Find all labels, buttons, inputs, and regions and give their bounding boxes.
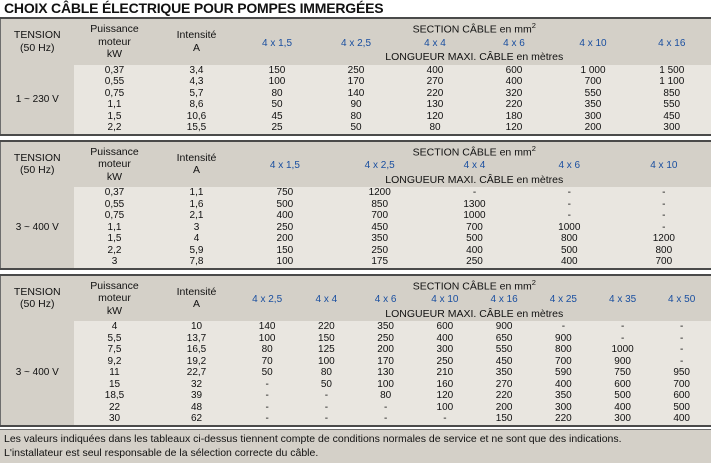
cell-max-length: 400	[593, 402, 652, 414]
cell-current-a: 4,3	[156, 76, 238, 88]
cell-max-length: 800	[534, 344, 593, 356]
cell-max-length: 200	[475, 402, 534, 414]
cell-current-a: 39	[156, 390, 238, 402]
table-row	[1, 88, 711, 100]
cell-max-length: 400	[652, 413, 711, 426]
cell-current-a: 7,8	[156, 256, 238, 269]
table-row	[1, 344, 711, 356]
cell-current-a: 5,7	[156, 88, 238, 100]
cell-max-length: 130	[356, 367, 415, 379]
cell-power-kw: 0,75	[74, 210, 156, 222]
cell-current-a: 5,9	[156, 245, 238, 257]
cell-max-length: 160	[415, 379, 474, 391]
cell-max-length: 170	[356, 356, 415, 368]
cell-max-length: 350	[475, 367, 534, 379]
header-cable-section: 4 x 2,5	[238, 293, 297, 307]
cell-current-a: 15,5	[156, 122, 238, 135]
cell-max-length: 1 100	[633, 76, 711, 88]
cell-max-length: 1300	[427, 199, 522, 211]
header-intensite: Intensité A	[156, 275, 238, 322]
cell-max-length: -	[522, 210, 617, 222]
cell-max-length: 120	[475, 122, 554, 135]
header-puissance-moteur: Puissance moteur kW	[74, 275, 156, 322]
cell-power-kw: 22	[74, 402, 156, 414]
cell-max-length: 400	[415, 333, 474, 345]
cell-max-length: 300	[593, 413, 652, 426]
cell-max-length: 450	[633, 111, 711, 123]
cell-current-a: 1,6	[156, 199, 238, 211]
cell-max-length: 220	[534, 413, 593, 426]
cell-max-length: 200	[356, 344, 415, 356]
cell-current-a: 8,6	[156, 99, 238, 111]
cell-max-length: 130	[396, 99, 475, 111]
cell-max-length: 700	[332, 210, 427, 222]
header-tension	[1, 18, 74, 65]
cell-current-a: 4	[156, 233, 238, 245]
cell-max-length: 950	[652, 367, 711, 379]
cell-max-length: -	[617, 199, 711, 211]
cell-max-length: -	[617, 222, 711, 234]
cell-max-length: 600	[652, 390, 711, 402]
header-puissance-moteur: Puissance moteur kW	[74, 18, 156, 65]
cell-max-length: 200	[238, 233, 333, 245]
cell-max-length: -	[652, 321, 711, 333]
cell-max-length: 220	[475, 99, 554, 111]
cell-current-a: 48	[156, 402, 238, 414]
cell-max-length: 300	[554, 111, 633, 123]
header-cable-section: 4 x 1,5	[238, 37, 317, 51]
header-cable-section: 4 x 25	[534, 293, 593, 307]
page-title: CHOIX CÂBLE ÉLECTRIQUE POUR POMPES IMMERGÉES	[0, 0, 711, 17]
header-cable-section: 4 x 2,5	[317, 37, 396, 51]
header-puissance-moteur: Puissance moteur kW	[74, 141, 156, 188]
cell-max-length: -	[238, 402, 297, 414]
cell-current-a: 2,1	[156, 210, 238, 222]
header-section-cable: SECTION CÂBLE en $mm^2$	[238, 141, 711, 160]
cell-power-kw: 1,1	[74, 222, 156, 234]
cell-max-length: 100	[238, 333, 297, 345]
cell-max-length: -	[238, 390, 297, 402]
cell-power-kw: 0,55	[74, 199, 156, 211]
cell-max-length: 220	[396, 88, 475, 100]
cell-current-a: 22,7	[156, 367, 238, 379]
cell-voltage: 3 ~ 400 V	[1, 187, 74, 269]
cell-max-length: -	[356, 413, 415, 426]
header-section-cable: SECTION CÂBLE en $mm^2$	[238, 275, 711, 294]
cell-max-length: 120	[396, 111, 475, 123]
cell-max-length: 80	[238, 88, 317, 100]
cell-power-kw: 0,75	[74, 88, 156, 100]
header-section-unit-exponent: 2	[532, 144, 536, 153]
header-tension	[1, 275, 74, 322]
cell-max-length: 400	[534, 379, 593, 391]
cell-max-length: -	[652, 333, 711, 345]
cell-max-length: 1 000	[554, 65, 633, 77]
table-row	[1, 321, 711, 333]
header-longueur-maxi: LONGUEUR MAXI. CÂBLE en mètres	[238, 307, 711, 321]
cell-current-a: 62	[156, 413, 238, 426]
cell-max-length: 400	[475, 76, 554, 88]
table-row	[1, 99, 711, 111]
cell-max-length: -	[522, 187, 617, 199]
cell-max-length: 45	[238, 111, 317, 123]
header-section-unit-exponent: 2	[532, 21, 536, 30]
cell-max-length: 550	[554, 88, 633, 100]
cell-max-length: -	[652, 356, 711, 368]
table-row	[1, 122, 711, 135]
cell-current-a: 10,6	[156, 111, 238, 123]
cell-max-length: 210	[415, 367, 474, 379]
table-row	[1, 356, 711, 368]
table-row	[1, 379, 711, 391]
cell-max-length: 200	[554, 122, 633, 135]
cell-max-length: 400	[522, 256, 617, 269]
header-tension-label: TENSION	[1, 29, 74, 42]
cell-current-a: 10	[156, 321, 238, 333]
cell-max-length: 550	[633, 99, 711, 111]
header-longueur-maxi: LONGUEUR MAXI. CÂBLE en mètres	[238, 173, 711, 187]
table-row	[1, 76, 711, 88]
cell-voltage: 3 ~ 400 V	[1, 321, 74, 426]
cell-power-kw: 18,5	[74, 390, 156, 402]
cell-max-length: 300	[415, 344, 474, 356]
table-row	[1, 222, 711, 234]
header-row-primary	[1, 275, 711, 294]
cell-max-length: 750	[238, 187, 333, 199]
cell-max-length: 140	[317, 88, 396, 100]
cell-power-kw: 3	[74, 256, 156, 269]
cell-max-length: 250	[415, 356, 474, 368]
cell-power-kw: 1,5	[74, 233, 156, 245]
cell-max-length: 1200	[332, 187, 427, 199]
cell-power-kw: 1,1	[74, 99, 156, 111]
cell-max-length: 80	[356, 390, 415, 402]
cell-current-a: 3,4	[156, 65, 238, 77]
cell-max-length: -	[297, 413, 356, 426]
table-row	[1, 390, 711, 402]
cell-current-a: 13,7	[156, 333, 238, 345]
cell-max-length: 600	[415, 321, 474, 333]
table-230v	[0, 17, 711, 136]
cell-max-length: 50	[297, 379, 356, 391]
table-row	[1, 210, 711, 222]
table-400v-small	[0, 140, 711, 270]
cell-max-length: -	[415, 413, 474, 426]
header-cable-section: 4 x 4	[297, 293, 356, 307]
cell-max-length: 80	[317, 111, 396, 123]
cell-max-length: 170	[317, 76, 396, 88]
cell-power-kw: 0,55	[74, 76, 156, 88]
cell-max-length: 700	[554, 76, 633, 88]
header-tension	[1, 141, 74, 188]
cell-power-kw: 15	[74, 379, 156, 391]
cell-max-length: 900	[593, 356, 652, 368]
cell-max-length: 450	[332, 222, 427, 234]
cell-voltage: 1 ~ 230 V	[1, 65, 74, 135]
cell-max-length: 100	[238, 76, 317, 88]
cell-max-length: 250	[356, 333, 415, 345]
cell-max-length: 80	[238, 344, 297, 356]
cell-max-length: -	[593, 333, 652, 345]
cell-max-length: -	[356, 402, 415, 414]
cell-max-length: 1 500	[633, 65, 711, 77]
table-row	[1, 65, 711, 77]
cell-power-kw: 30	[74, 413, 156, 426]
cell-max-length: 125	[297, 344, 356, 356]
cell-max-length: 100	[238, 256, 333, 269]
cell-max-length: 220	[297, 321, 356, 333]
header-cable-section: 4 x 50	[652, 293, 711, 307]
cell-power-kw: 2,2	[74, 245, 156, 257]
cell-max-length: 500	[238, 199, 333, 211]
header-row-primary	[1, 141, 711, 160]
cell-max-length: 500	[522, 245, 617, 257]
cell-max-length: -	[652, 344, 711, 356]
header-cable-section: 4 x 6	[475, 37, 554, 51]
tables-container	[0, 17, 711, 427]
header-intensite: Intensité A	[156, 18, 238, 65]
cell-max-length: 550	[475, 344, 534, 356]
cell-max-length: 300	[633, 122, 711, 135]
cell-max-length: 50	[238, 99, 317, 111]
cell-power-kw: 7,5	[74, 344, 156, 356]
cell-max-length: -	[427, 187, 522, 199]
cell-max-length: 1000	[427, 210, 522, 222]
cell-max-length: 250	[332, 245, 427, 257]
cell-max-length: 140	[238, 321, 297, 333]
table-row	[1, 245, 711, 257]
cell-max-length: 175	[332, 256, 427, 269]
cell-power-kw: 4	[74, 321, 156, 333]
cell-max-length: -	[297, 402, 356, 414]
cell-max-length: 270	[475, 379, 534, 391]
cell-power-kw: 0,37	[74, 187, 156, 199]
cell-max-length: 320	[475, 88, 554, 100]
cell-max-length: 80	[396, 122, 475, 135]
footnote	[0, 429, 711, 463]
table-row	[1, 402, 711, 414]
table-row	[1, 111, 711, 123]
table-row	[1, 256, 711, 269]
cell-max-length: 450	[475, 356, 534, 368]
header-cable-section: 4 x 10	[554, 37, 633, 51]
cell-max-length: 300	[534, 402, 593, 414]
cell-max-length: 90	[317, 99, 396, 111]
cell-max-length: 50	[238, 367, 297, 379]
header-cable-section: 4 x 16	[475, 293, 534, 307]
cell-max-length: 500	[652, 402, 711, 414]
table-row	[1, 333, 711, 345]
cell-max-length: 590	[534, 367, 593, 379]
cell-max-length: 750	[593, 367, 652, 379]
header-section-cable: SECTION CÂBLE en $mm^2$	[238, 18, 711, 37]
cell-max-length: 350	[356, 321, 415, 333]
table-row	[1, 199, 711, 211]
table-400v-large	[0, 274, 711, 427]
cell-max-length: 850	[633, 88, 711, 100]
cell-max-length: 700	[652, 379, 711, 391]
cell-max-length: 350	[554, 99, 633, 111]
cell-max-length: -	[297, 390, 356, 402]
cell-max-length: 1200	[617, 233, 711, 245]
cell-max-length: 270	[396, 76, 475, 88]
cell-max-length: 900	[534, 333, 593, 345]
cell-max-length: 100	[415, 402, 474, 414]
table-row	[1, 233, 711, 245]
footnote-line-2: L'installateur est seul responsable de la sélection correcte du câble.	[4, 446, 711, 460]
cell-max-length: 120	[415, 390, 474, 402]
cell-current-a: 19,2	[156, 356, 238, 368]
cell-max-length: 400	[427, 245, 522, 257]
cell-max-length: 150	[238, 65, 317, 77]
cell-power-kw: 0,37	[74, 65, 156, 77]
cell-max-length: 850	[332, 199, 427, 211]
cell-max-length: 25	[238, 122, 317, 135]
cell-max-length: 600	[475, 65, 554, 77]
cell-power-kw: 9,2	[74, 356, 156, 368]
header-tension-label: TENSION	[1, 152, 74, 165]
cell-max-length: 350	[332, 233, 427, 245]
header-longueur-maxi: LONGUEUR MAXI. CÂBLE en mètres	[238, 51, 711, 65]
header-cable-section: 4 x 1,5	[238, 159, 333, 173]
cell-max-length: 800	[617, 245, 711, 257]
header-section-unit-exponent: 2	[532, 278, 536, 287]
cell-max-length: -	[593, 321, 652, 333]
cell-power-kw: 1,5	[74, 111, 156, 123]
cell-max-length: 400	[238, 210, 333, 222]
cell-max-length: -	[522, 199, 617, 211]
cell-max-length: -	[617, 187, 711, 199]
table-row	[1, 413, 711, 426]
cell-max-length: 180	[475, 111, 554, 123]
footnote-line-1: Les valeurs indiquées dans les tableaux ci-dessus tiennent compte de conditions normales de service et ne sont que des indications.	[4, 432, 711, 446]
cell-max-length: 700	[617, 256, 711, 269]
header-cable-section: 4 x 10	[415, 293, 474, 307]
header-tension-frequency: (50 Hz)	[1, 42, 74, 55]
cell-max-length: 70	[238, 356, 297, 368]
cell-max-length: -	[238, 379, 297, 391]
cell-max-length: 900	[475, 321, 534, 333]
cell-max-length: 650	[475, 333, 534, 345]
cell-max-length: -	[238, 413, 297, 426]
cell-power-kw: 5,5	[74, 333, 156, 345]
header-intensite: Intensité A	[156, 141, 238, 188]
cell-max-length: 700	[534, 356, 593, 368]
header-cable-section: 4 x 35	[593, 293, 652, 307]
cell-current-a: 16,5	[156, 344, 238, 356]
header-cable-section: 4 x 16	[633, 37, 711, 51]
cell-max-length: 250	[317, 65, 396, 77]
cell-max-length: -	[534, 321, 593, 333]
cell-max-length: 250	[427, 256, 522, 269]
header-cable-section: 4 x 4	[396, 37, 475, 51]
header-tension-frequency: (50 Hz)	[1, 164, 74, 177]
cell-max-length: 1000	[522, 222, 617, 234]
cell-max-length: 1000	[593, 344, 652, 356]
header-cable-section: 4 x 4	[427, 159, 522, 173]
cell-max-length: 700	[427, 222, 522, 234]
cell-power-kw: 11	[74, 367, 156, 379]
cell-max-length: 80	[297, 367, 356, 379]
header-tension-label: TENSION	[1, 286, 74, 299]
cell-max-length: 50	[317, 122, 396, 135]
header-cable-section: 4 x 10	[617, 159, 711, 173]
cell-max-length: 150	[297, 333, 356, 345]
cell-max-length: 250	[238, 222, 333, 234]
cell-max-length: 220	[475, 390, 534, 402]
cell-current-a: 32	[156, 379, 238, 391]
cell-max-length: 150	[238, 245, 333, 257]
table-row	[1, 187, 711, 199]
cell-max-length: 100	[356, 379, 415, 391]
cell-max-length: 600	[593, 379, 652, 391]
cell-max-length: 400	[396, 65, 475, 77]
cell-max-length: 500	[427, 233, 522, 245]
header-cable-section: 4 x 2,5	[332, 159, 427, 173]
cell-current-a: 3	[156, 222, 238, 234]
table-row	[1, 367, 711, 379]
cell-max-length: -	[617, 210, 711, 222]
cell-max-length: 150	[475, 413, 534, 426]
cell-power-kw: 2,2	[74, 122, 156, 135]
header-cable-section: 4 x 6	[522, 159, 617, 173]
cell-max-length: 500	[593, 390, 652, 402]
cell-current-a: 1,1	[156, 187, 238, 199]
cell-max-length: 800	[522, 233, 617, 245]
header-cable-section: 4 x 6	[356, 293, 415, 307]
header-tension-frequency: (50 Hz)	[1, 298, 74, 311]
cell-max-length: 350	[534, 390, 593, 402]
header-row-primary	[1, 18, 711, 37]
cell-max-length: 100	[297, 356, 356, 368]
